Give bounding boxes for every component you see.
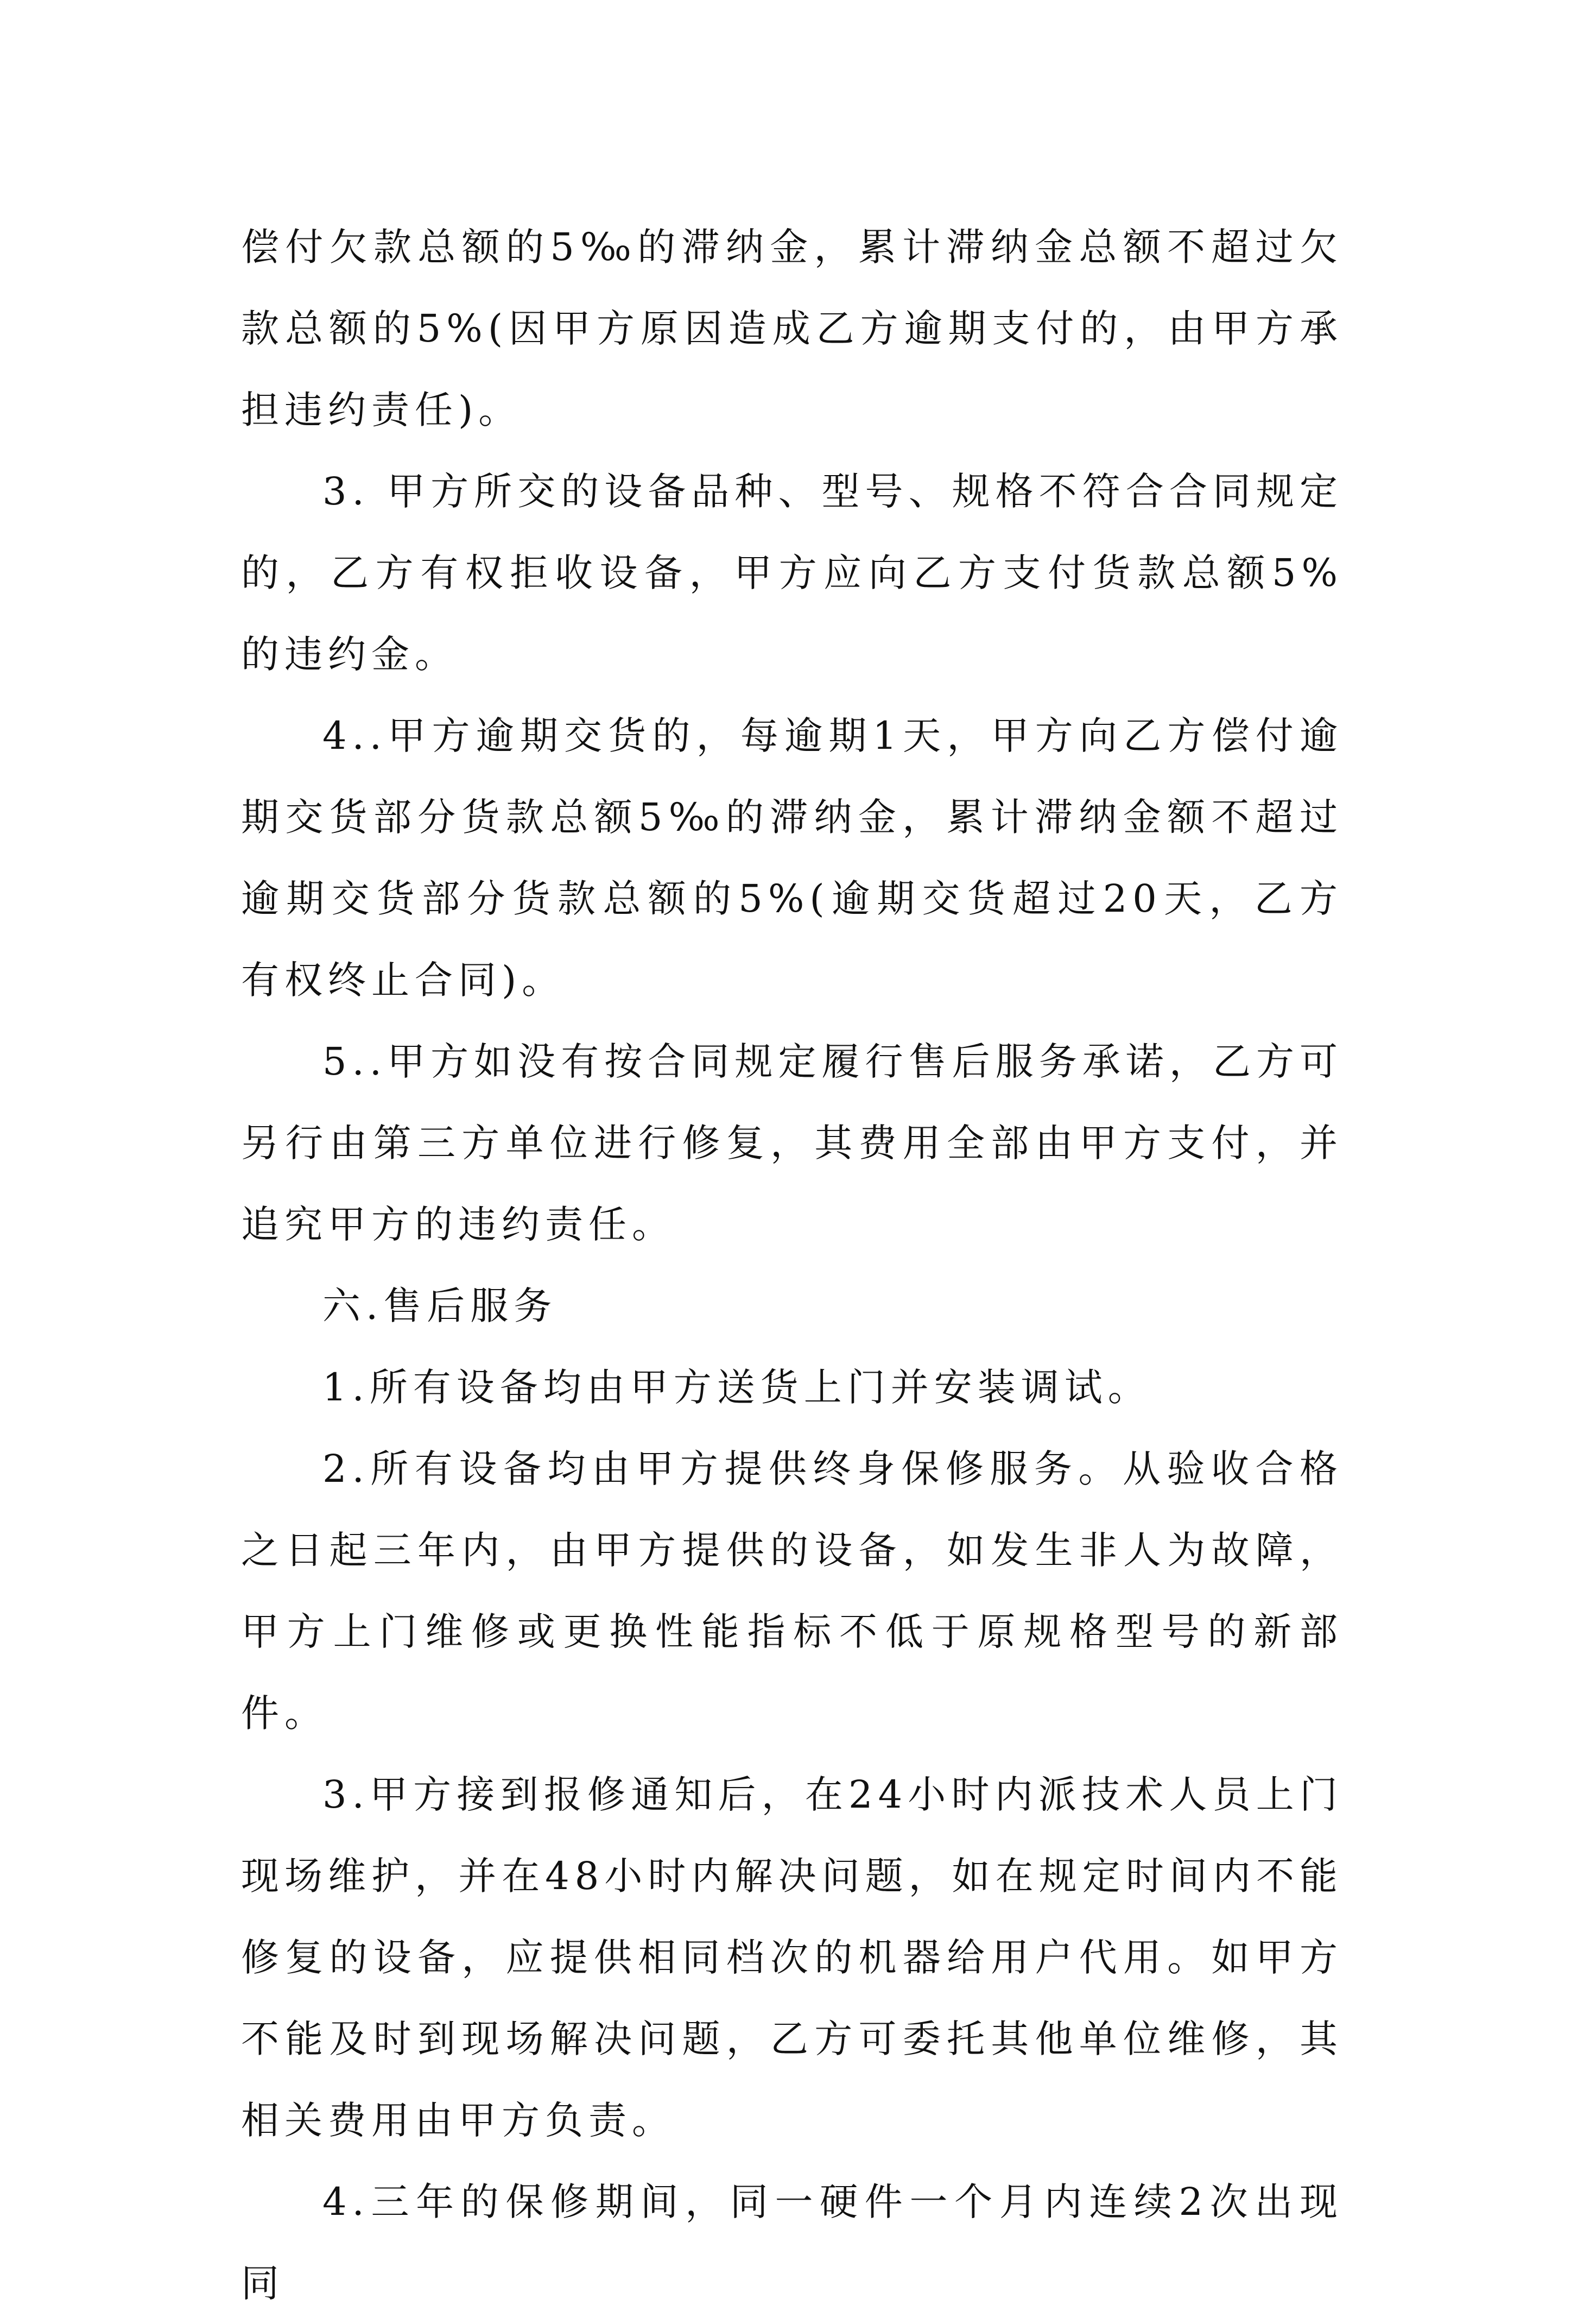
paragraph-service-1: 1.所有设备均由甲方送货上门并安装调试。: [322, 1365, 1151, 1410]
paragraph-clause-4: 4..甲方逾期交货的，每逾期1天，甲方向乙方偿付逾期交货部分货款总额5‰的滞纳金，累计滞纳金额不超过逾期交货部分货款总额的5%(逾期交货超过20天，乙方有权终止合同)。: [241, 713, 1343, 1002]
paragraph-service-2: 2.所有设备均由甲方提供终身保修服务。从验收合格之日起三年内，由甲方提供的设备，如发生非人为故障，甲方上门维修或更换性能指标不低于原规格型号的新部件。: [241, 1447, 1343, 1735]
paragraph-clause-3: 3. 甲方所交的设备品种、型号、规格不符合合同规定的，乙方有权拒收设备，甲方应向乙方支付货款总额5%的违约金。: [241, 469, 1343, 677]
document-body: [241, 206, 1343, 2324]
paragraph-service-4: 4.三年的保修期间，同一硬件一个月内连续2次出现同: [241, 2180, 1343, 2306]
paragraph-clause-5: 5..甲方如没有按合同规定履行售后服务承诺，乙方可另行由第三方单位进行修复，其费用全部由甲方支付，并追究甲方的违约责任。: [241, 1039, 1343, 1247]
paragraph-overdue-payment-tail: 偿付欠款总额的5‰的滞纳金，累计滞纳金总额不超过欠款总额的5%(因甲方原因造成乙方逾期支付的，由甲方承担违约责任)。: [241, 225, 1343, 432]
paragraph-service-3: 3.甲方接到报修通知后，在24小时内派技术人员上门现场维护，并在48小时内解决问题，如在规定时间内不能修复的设备，应提供相同档次的机器给用户代用。如甲方不能及时到现场解决问题，乙方可委托其他单位维修，其相关费用由甲方负责。: [241, 1772, 1343, 2143]
section-heading-after-sales-service: 六.售后服务: [322, 1284, 558, 1328]
